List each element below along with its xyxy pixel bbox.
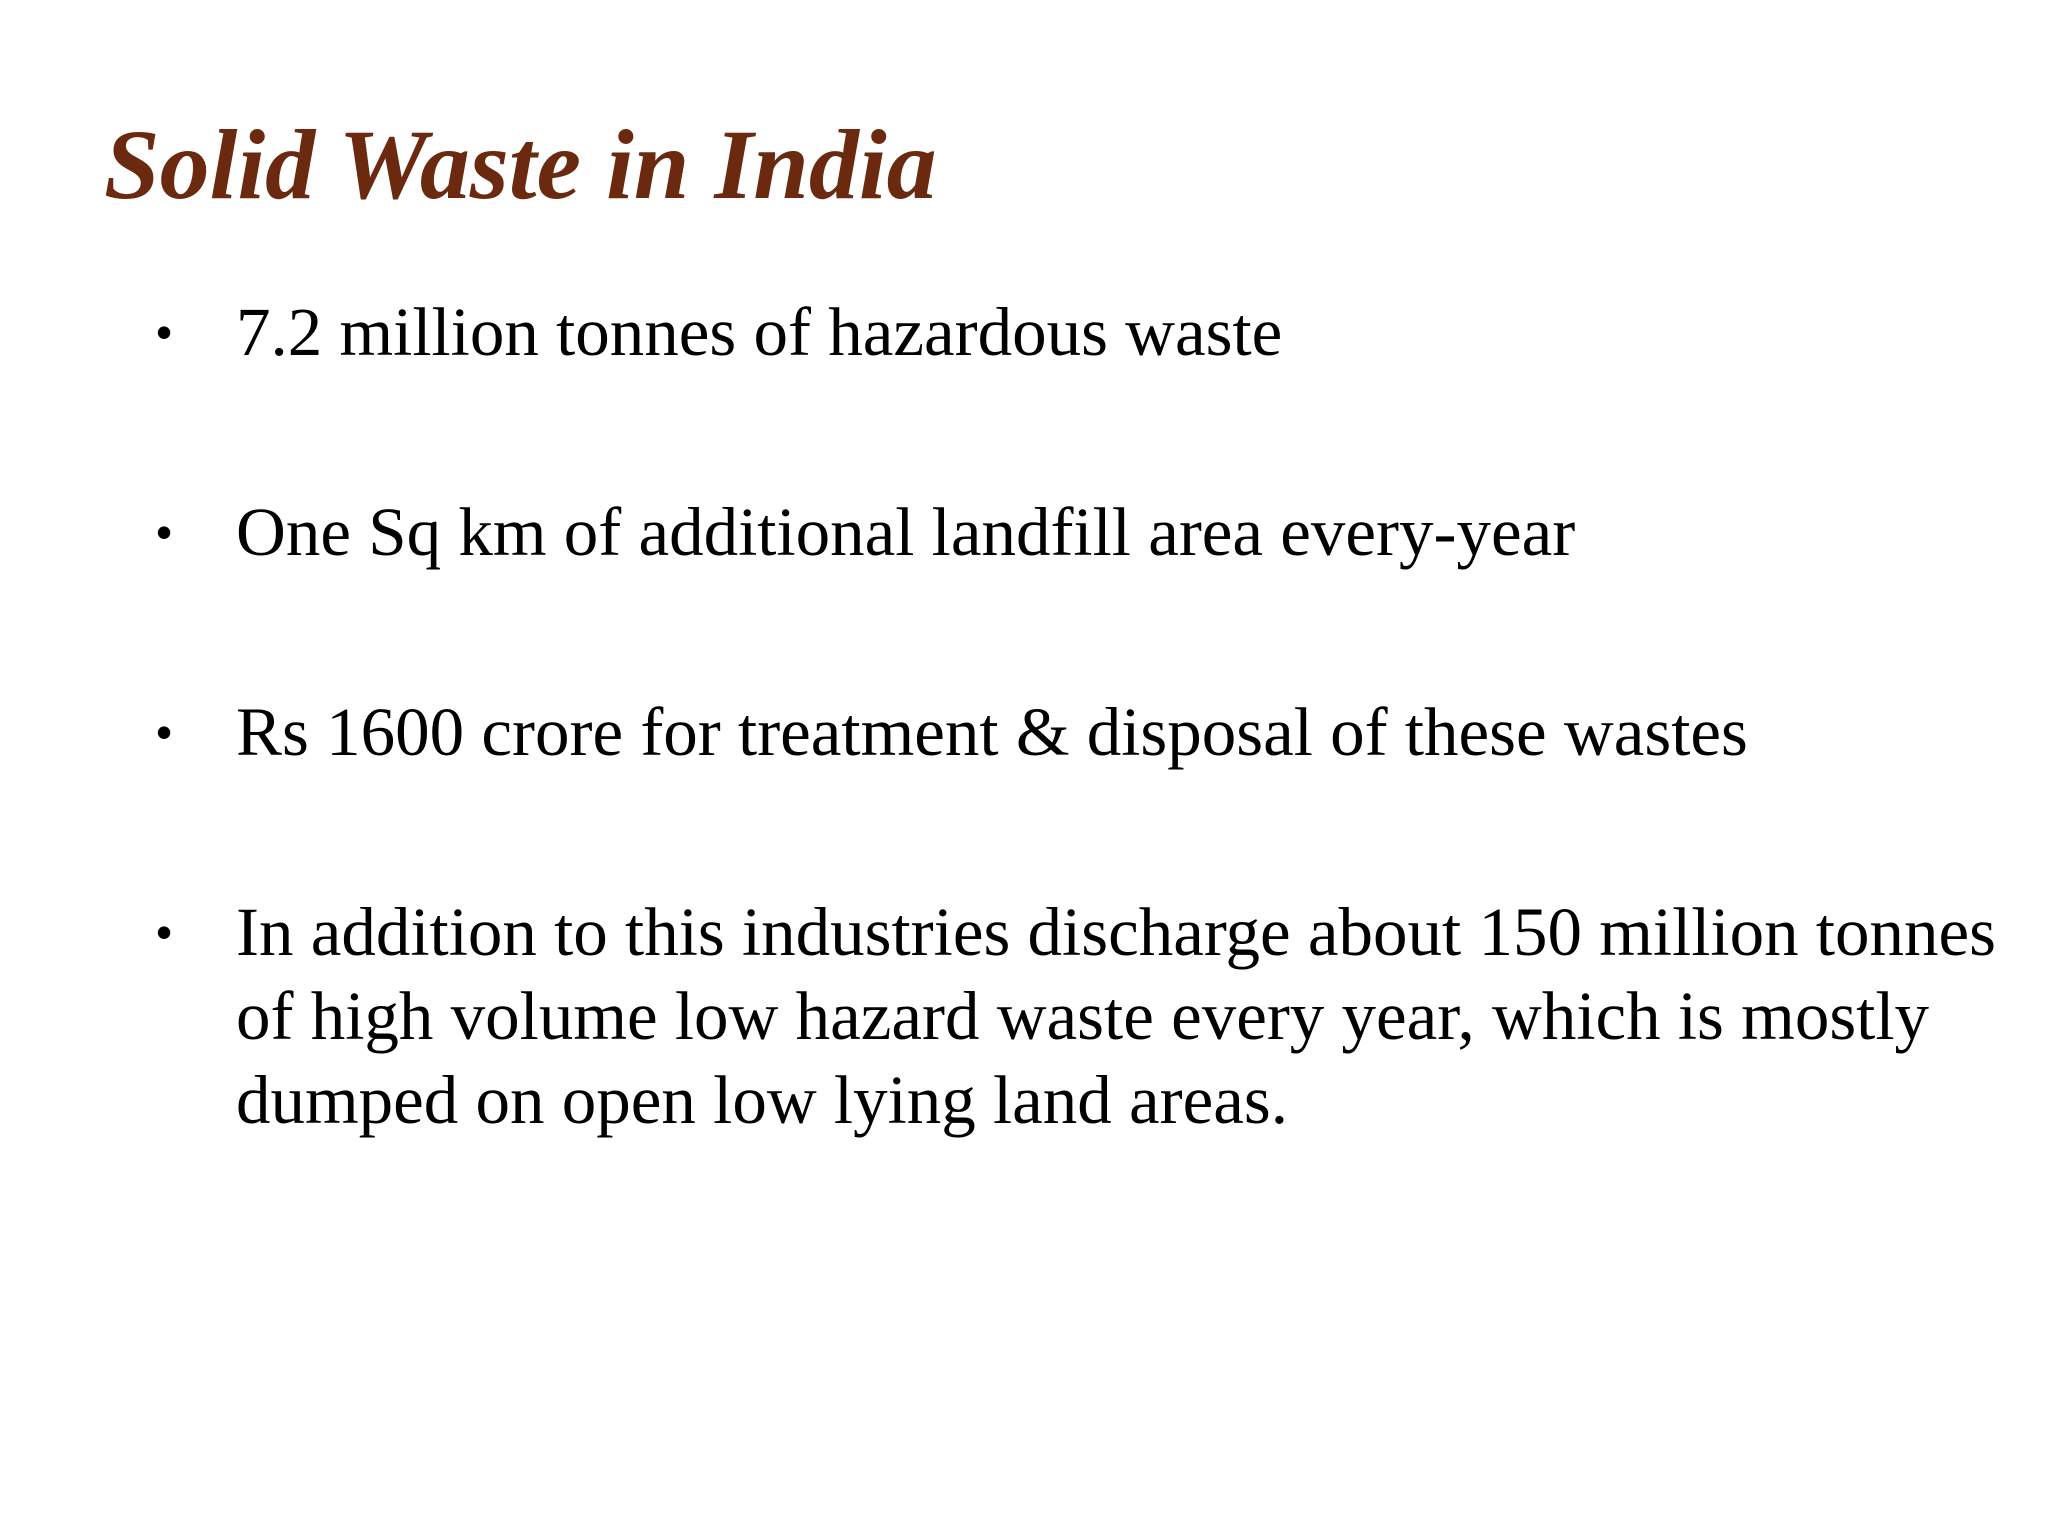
bullet-text: 7.2 million tonnes of hazardous waste <box>236 294 1283 370</box>
bullet-text: Rs 1600 crore for treatment & disposal of these wastes <box>236 694 1748 770</box>
slide-title: Solid Waste in India <box>104 109 937 220</box>
bullet-dot-icon: • <box>156 306 173 358</box>
bullet-dot-icon: • <box>156 706 173 758</box>
bullet-dot-icon: • <box>156 506 173 558</box>
bullet-dot-icon: • <box>156 906 173 958</box>
bullet-text: In addition to this industries discharge about 150 million tonnes of high volume low hazard waste every year, which is mostly dumped on open low lying land areas. <box>236 894 1996 1138</box>
bullet-text: One Sq km of additional landfill area every-year <box>236 494 1576 570</box>
